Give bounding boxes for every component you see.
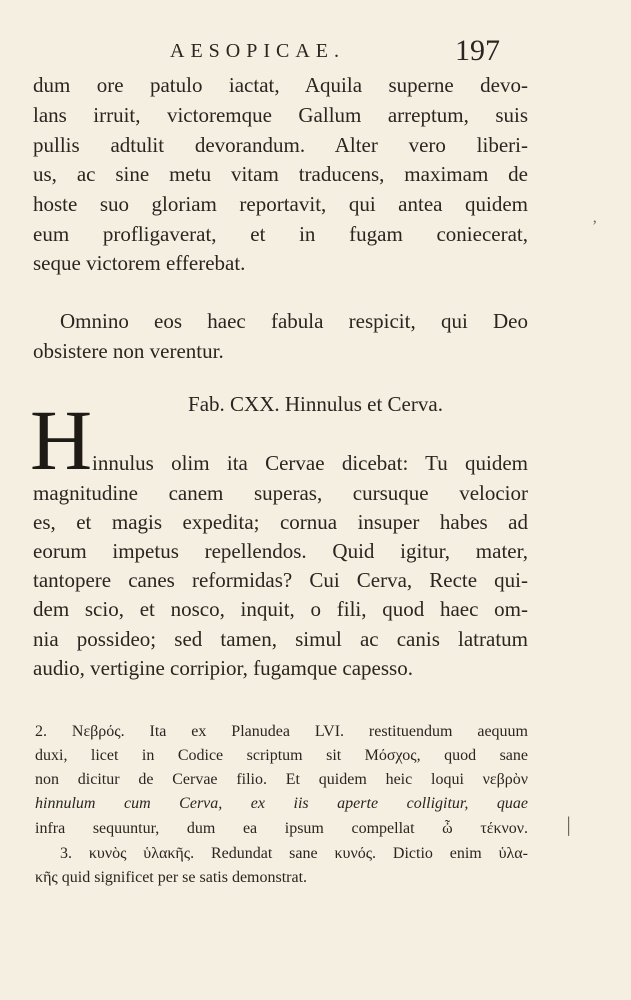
footnote-line: duxi, licet in Codice scriptum sit Μόσχος, quod sane — [35, 747, 528, 764]
footnote-line: κῆς quid significet per se satis demonstrat. — [35, 869, 308, 886]
running-head: AESOPICAE. — [170, 40, 346, 62]
fable-title: Fab. CXX. Hinnulus et Cerva. — [188, 392, 443, 416]
text-line: us, ac sine metu vitam traducens, maximam de — [33, 162, 528, 186]
margin-mark: │ — [563, 818, 575, 835]
text-line: hoste suo gloriam reportavit, qui antea quidem — [33, 192, 528, 216]
text-line: tantopere canes reformidas? Cui Cerva, Recte qui- — [33, 568, 528, 592]
text-line: lans irruit, victoremque Gallum arreptum, suis — [33, 103, 528, 127]
footnote-line: infra sequuntur, dum ea ipsum compellat ὦ τέκνον. — [35, 820, 528, 837]
footnote-line: 2. Νεβρός. Ita ex Planudea LVI. restituendum aequum — [35, 723, 528, 740]
text-line: dum ore patulo iactat, Aquila superne devo- — [33, 73, 528, 97]
text-line: nia possideo; sed tamen, simul ac canis latratum — [33, 627, 528, 651]
text-line: seque victorem efferebat. — [33, 251, 246, 275]
footnote-line: 3. κυνὸς ὑλακῆς. Redundat sane κυνός. Dictio enim ὑλα- — [60, 845, 528, 862]
text-line: eum profligaverat, et in fugam coniecerat, — [33, 222, 528, 246]
footnote-line: non dicitur de Cervae filio. Et quidem heic loqui νεβρὸν — [35, 771, 528, 788]
text-line: eorum impetus repellendos. Quid igitur, mater, — [33, 539, 528, 563]
text-line: magnitudine canem superas, cursuque velocior — [33, 481, 528, 505]
text-line: pullis adtulit devorandum. Alter vero liberi- — [33, 133, 528, 157]
drop-cap: H — [30, 392, 93, 488]
moral-line: obsistere non verentur. — [33, 339, 224, 363]
page-number: 197 — [455, 34, 500, 67]
footnote-line: hinnulum cum Cerva, ex iis aperte colligitur, quae — [35, 795, 528, 812]
text-line: innulus olim ita Cervae dicebat: Tu quidem — [92, 451, 528, 475]
text-line: dem scio, et nosco, inquit, o fili, quod haec om- — [33, 597, 528, 621]
moral-line: Omnino eos haec fabula respicit, qui Deo — [60, 309, 528, 333]
margin-mark: ’ — [592, 218, 598, 235]
text-line: es, et magis expedita; cornua insuper habes ad — [33, 510, 528, 534]
text-line: audio, vertigine corripior, fugamque capesso. — [33, 656, 413, 680]
